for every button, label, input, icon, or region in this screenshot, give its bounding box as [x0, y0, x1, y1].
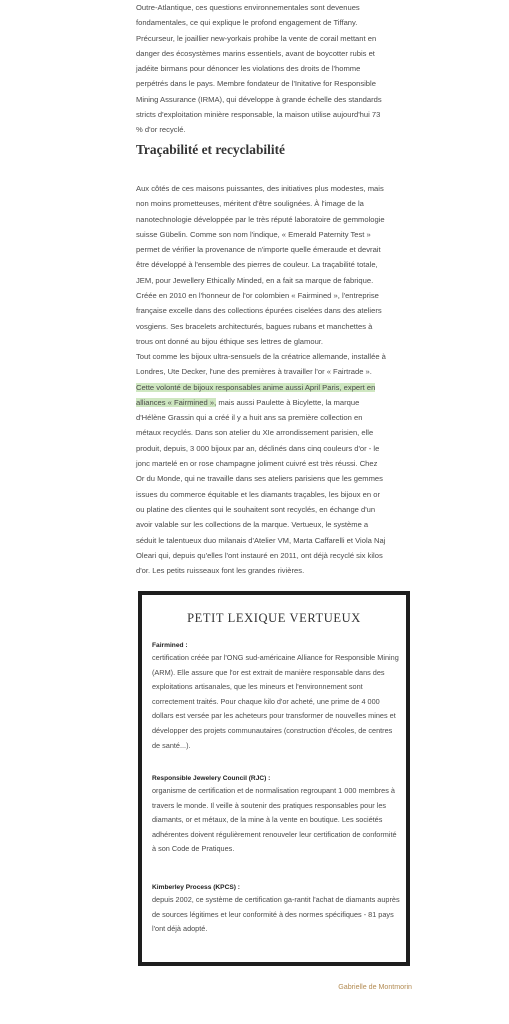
- lexicon-term-fairmined: Fairmined :: [152, 642, 188, 649]
- lexicon-definition-kimberley: depuis 2002, ce système de certification ga-rantit l'achat de diamants auprès de sources légitimes et leur conformité à des normes spécifiques - 81 pays l'ont déjà adopté.: [152, 895, 400, 934]
- lexicon-title: PETIT LEXIQUE VERTUEUX: [187, 611, 361, 625]
- lexicon-definition-rjc: organisme de certification et de normalisation regroupant 1 000 membres à travers le monde. Il veille à soutenir des pratiques responsables pour les diamants, or et métaux, de la mine à la vente en boutique. Les sociétés adhérentes doivent régulièrement renouveler leur certification de conformité à son Code de Pratiques.: [152, 786, 397, 854]
- paragraph-2-start: Tout comme les bijoux ultra-sensuels de la créatrice allemande, installée à Londres, Ute Decker, l'une des premières à travailler l'or « Fairtrade ».: [136, 352, 386, 377]
- highlighted-text[interactable]: Cette volonté de bijoux responsables anime aussi April Paris, expert en alliances « Fairmined »,: [136, 382, 376, 407]
- author-name[interactable]: Gabrielle de Montmorin: [338, 983, 412, 991]
- lexicon-term-kimberley: Kimberley Process (KPCS) :: [152, 884, 240, 891]
- intro-paragraph: Outre-Atlantique, ces questions environnementales sont devenues fondamentales, ce qui explique le profond engagement de Tiffany. Précurseur, le joaillier new-yorkais prohibe la vente de corail mettant en danger des écosystèmes marins essentiels, avant de boycotter rubis et jadéite birmans pour dénoncer les violations des droits de l'homme perpétrés dans le pays. Membre fondateur de l'Initative for Responsible Mining Assurance (IRMA), qui développe à grande échelle des standards stricts d'exploitation minière responsable, la maison utilise aujourd'hui 73 % d'or recyclé.: [136, 3, 382, 135]
- article-paragraph-1: Aux côtés de ces maisons puissantes, des initiatives plus modestes, mais non moins prometteuses, méritent d'être soulignées. À l'image de la nanotechnologie développée par le très réputé laboratoire de gemmologie suisse Gübelin. Comme son nom l'indique, « Emerald Paternity Test » permet de vérifier la provenance de n'importe quelle émeraude et devrait être développé à l'ensemble des pierres de couleur. La traçabilité totale, JEM, pour Jewellery Ethically Minded, en a fait sa marque de fabrique. Créée en 2010 en l'honneur de l'or colombien « Fairmined », l'entreprise française excelle dans des collections épurées ciselées dans des ateliers vosgiens. Ses bracelets architecturés, bagues rubans et manchettes à trous ont donné au bijou éthique ses lettres de glamour.: [136, 184, 385, 346]
- lexicon-term-rjc: Responsible Jewelery Council (RJC) :: [152, 775, 271, 782]
- paragraph-2-end: mais aussi Paulette à Bicylette, la marque d'Hélène Grassin qui a créé il y a huit ans sa première collection en métaux recyclés. Dans son atelier du XIe arrondissement parisien, elle produit, depuis, 3 000 bijoux par an, déclinés dans cinq couleurs d'or - le jonc martelé en or rose champagne joliment cuivré est très réussi. Chez Or du Monde, qui ne travaille dans ses ateliers parisiens que les gemmes issues du commerce équitable et les diamants traçables, les bijoux en or ou platine des clientes qui le souhaitent sont recyclés, en échange d'un avoir valable sur les collections de la marque. Vertueux, le système a séduit le talentueux duo milanais d'Atelier VM, Marta Caffarelli et Viola Naj Oleari qui, depuis qu'elles l'ont instauré en 2011, ont déjà recyclé six kilos d'or. Les petits ruisseaux font les grandes rivières.: [136, 397, 386, 576]
- lexicon-definition-fairmined: certification créée par l'ONG sud-américaine Alliance for Responsible Mining (ARM). Elle assure que l'or est extrait de manière responsable dans des exploitations artisanales, que les mineurs et l'environnement sont correctement traités. Pour chaque kilo d'or acheté, une prime de 4 000 dollars est versée par les acheteurs pour transformer de nouvelles mines et développer des projets communautaires (construction d'écoles, de centres de santé...).: [152, 653, 399, 750]
- article-paragraph-2: [136, 349, 386, 578]
- lexicon-box: [138, 591, 410, 966]
- section-heading: Traçabilité et recyclabilité: [136, 142, 285, 157]
